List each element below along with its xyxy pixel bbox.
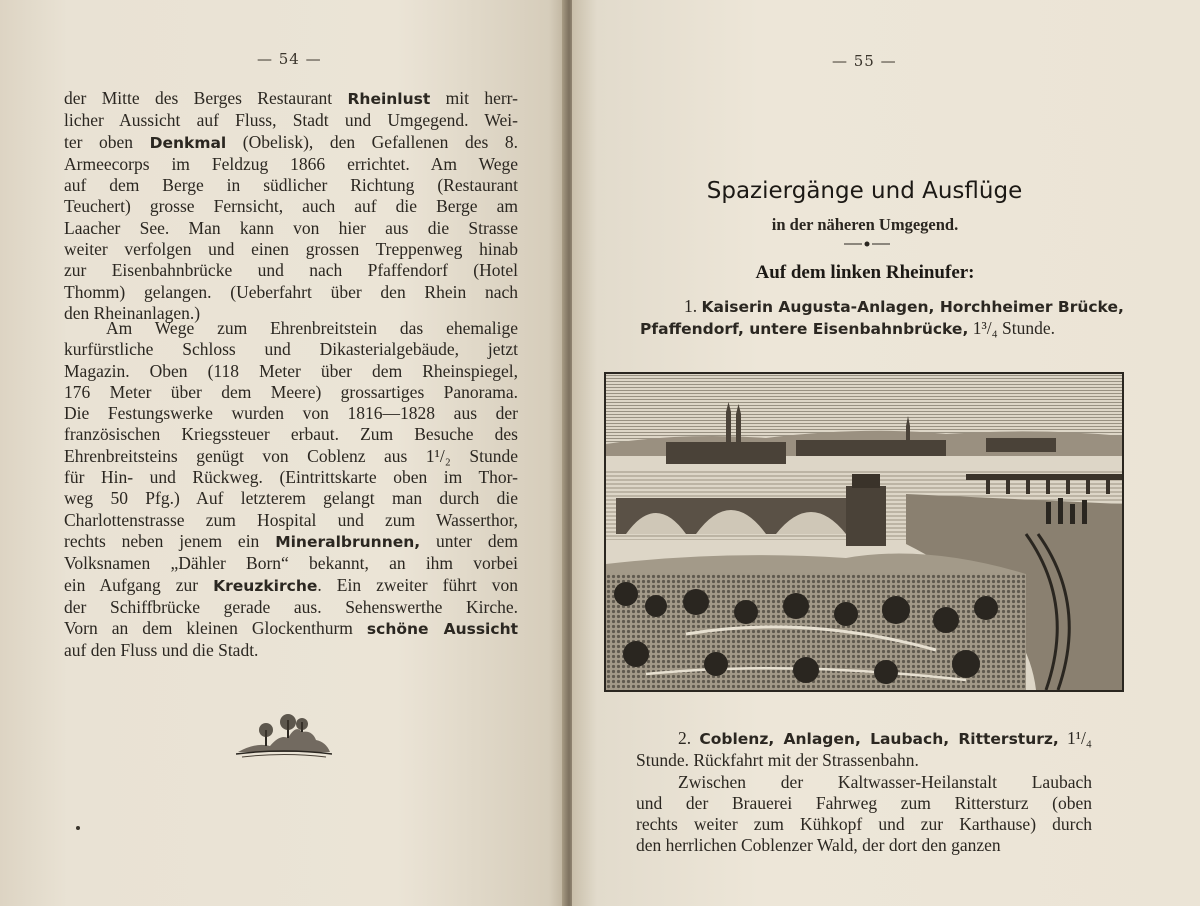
text-line <box>636 750 1092 771</box>
text-run: Thomm) gelangen. (Ueberfahrt über den Rhein nach <box>64 281 518 302</box>
text-run: . Ein zweiter führt von <box>317 574 518 595</box>
bold-term: Pfaffendorf, untere Eisenbahnbrücke, <box>640 320 969 339</box>
text-run: licher Aussicht auf Fluss, Stadt und Umgegend. Wei- <box>64 110 518 131</box>
text-run: Teuchert) grosse Fernsicht, auch auf die Berge am <box>64 196 518 217</box>
text-run: Charlottenstrasse zum Hospital und zum Wasserthor, <box>64 509 518 530</box>
route-2-text <box>636 728 1092 857</box>
text-line <box>640 318 1092 340</box>
text-run: den Rheinanlagen.) <box>64 302 201 323</box>
bold-term: Kaiserin Augusta-Anlagen, Horchheimer Brücke, <box>701 298 1124 316</box>
text-line <box>64 553 518 574</box>
left-paragraph-2 <box>64 318 518 662</box>
text-run: ter oben <box>64 131 150 152</box>
text-line <box>636 793 1092 814</box>
text-run: Ehrenbreitsteins genügt von Coblenz aus 1¹/₂ Stunde <box>64 445 518 466</box>
text-run: zur Eisenbahnbrücke und nach Pfaffendorf (Hotel <box>64 260 518 281</box>
text-line <box>64 260 518 281</box>
text-line <box>64 318 518 339</box>
text-run: der Schiffbrücke gerade aus. Sehenswerthe Kirche. <box>64 596 518 617</box>
text-run: und der Brauerei Fahrweg zum Rittersturz (oben <box>636 792 1092 813</box>
chapter-heading: Spaziergänge und Ausflüge <box>706 178 1023 204</box>
text-run: auf den Fluss und die Stadt. <box>64 640 259 661</box>
text-run: auf dem Berge in südlicher Richtung (Restaurant <box>64 175 518 196</box>
text-run: 1¹/₄ <box>1058 728 1092 748</box>
text-run: 1. <box>684 296 702 316</box>
engraving-coblenz-view <box>604 372 1124 692</box>
text-line <box>636 728 1092 750</box>
text-line <box>64 640 518 661</box>
text-line <box>64 618 518 640</box>
text-line <box>64 531 518 553</box>
text-line <box>636 814 1092 835</box>
left-page <box>0 0 566 906</box>
text-line <box>64 218 518 239</box>
text-run: der Mitte des Berges Restaurant <box>64 88 348 108</box>
text-run: Armeecorps im Feldzug 1866 errichtet. Am Wege <box>64 153 518 174</box>
bold-term: Kreuzkirche <box>213 576 318 595</box>
bold-term: Denkmal <box>149 133 227 152</box>
text-line <box>64 282 518 303</box>
text-run: Magazin. Oben (118 Meter über dem Rheinspiegel, <box>64 360 518 381</box>
ink-speck <box>76 826 80 830</box>
text-line <box>64 446 518 467</box>
text-line <box>64 382 518 403</box>
text-run: französischen Kriegssteuer erbaut. Zum Besuche des <box>64 424 518 445</box>
left-paragraph-1 <box>64 88 518 324</box>
text-run: 176 Meter über dem Meere) grossartiges Panorama. <box>64 381 518 402</box>
text-line <box>64 88 518 110</box>
text-run: Die Festungswerke wurden von 1816—1828 aus der <box>64 403 518 424</box>
text-run: für Hin- und Rückweg. (Eintrittskarte oben im Thor- <box>64 467 518 488</box>
divider-ornament <box>842 240 892 248</box>
text-run: mit herr- <box>430 88 518 108</box>
text-line <box>64 575 518 597</box>
section-title: Auf dem linken Rheinufer: <box>755 262 975 283</box>
text-run: Laacher See. Man kann von hier aus die Strasse <box>64 217 518 238</box>
text-line <box>64 110 518 131</box>
bold-term: Rheinlust <box>347 90 431 108</box>
text-run: Volksnamen „Dähler Born“ bekannt, an ihm vorbei <box>64 553 518 574</box>
text-line <box>64 196 518 217</box>
text-line <box>64 361 518 382</box>
text-run: unter dem <box>420 530 518 551</box>
text-run: 1³/₄ Stunde. <box>968 318 1056 339</box>
page-number-right: — 55 — <box>832 52 897 70</box>
text-line <box>64 339 518 360</box>
route-1-text <box>640 296 1124 341</box>
text-line <box>64 175 518 196</box>
text-run: den herrlichen Coblenzer Wald, der dort den ganzen <box>636 835 1001 856</box>
text-run: Vorn an dem kleinen Glockenthurm <box>64 618 367 639</box>
page-number-left: — 54 — <box>257 50 322 68</box>
text-line <box>64 154 518 175</box>
text-run: kurfürstliche Schloss und Dikasterialgebäude, jetzt <box>64 339 518 360</box>
text-line <box>64 597 518 618</box>
bold-term: Mineralbrunnen, <box>275 532 421 551</box>
text-line <box>640 296 1124 318</box>
chapter-subheading: in der näheren Umgegend. <box>771 215 959 234</box>
text-run: rechts weiter zum Kühkopf und zur Karthause) durch <box>636 814 1092 835</box>
text-run: weiter verfolgen und einen grossen Treppenweg hinab <box>64 239 518 260</box>
text-line <box>64 510 518 531</box>
text-run: Stunde. Rückfahrt mit der Strassenbahn. <box>636 750 919 771</box>
text-run: 2. <box>678 728 700 748</box>
text-run: rechts neben jenem ein <box>64 530 276 551</box>
text-line <box>64 467 518 488</box>
text-run: weg 50 Pfg.) Auf letzterem gelangt man durch die <box>64 488 518 509</box>
text-line <box>64 488 518 509</box>
text-line <box>64 424 518 445</box>
text-run: Am Wege zum Ehrenbreitstein das ehemalige <box>106 318 518 338</box>
text-line <box>64 132 518 154</box>
bold-term: Coblenz, Anlagen, Laubach, Rittersturz, <box>699 730 1059 748</box>
text-line <box>636 835 1092 856</box>
bold-term: schöne Aussicht <box>366 620 519 639</box>
text-run: Zwischen der Kaltwasser-Heilanstalt Laubach <box>678 771 1092 792</box>
text-line <box>636 772 1092 793</box>
landscape-vignette-ornament <box>236 712 332 760</box>
text-run: (Obelisk), den Gefallenen des 8. <box>226 131 518 152</box>
text-run: ein Aufgang zur <box>64 574 214 595</box>
text-line <box>64 239 518 260</box>
text-line <box>64 403 518 424</box>
